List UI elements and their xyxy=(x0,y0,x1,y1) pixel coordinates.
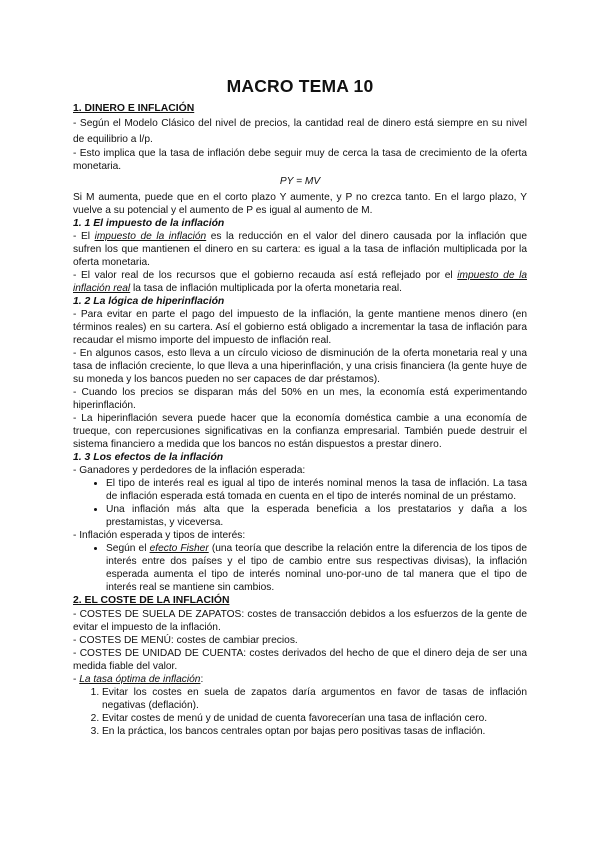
text: Según el xyxy=(106,543,150,554)
text: : xyxy=(200,674,204,685)
list-item xyxy=(106,542,527,594)
list-item: • Una inflación más alta que la esperada beneficia a los prestatarios y daña a los prestamistas, y viceversa. xyxy=(106,503,527,529)
paragraph: - Inflación esperada y tipos de interés: xyxy=(73,530,246,541)
text: es la reducción en el valor del dinero causada por la inflación que sufren los que mantienen el dinero en su cartera: es igual a la tasa de inflación multiplicada por la oferta monetaria. xyxy=(73,231,527,268)
numbered-list xyxy=(73,686,527,738)
bullet-list xyxy=(73,477,527,529)
paragraph: - Esto implica que la tasa de inflación debe seguir muy de cerca la tasa de crecimiento de la oferta monetaria. xyxy=(73,148,527,172)
paragraph xyxy=(73,269,527,295)
document-title: MACRO TEMA 10 xyxy=(226,76,374,96)
term-impuesto-inflacion-real: impuesto de la inflación real xyxy=(73,270,527,294)
section-2-heading: 2. EL COSTE DE LA INFLACIÓN xyxy=(73,595,230,606)
subsection-1-3-heading: 1. 3 Los efectos de la inflación xyxy=(73,452,224,463)
list-item: • El tipo de interés real es igual al tipo de interés nominal menos la tasa de inflación. La tasa de inflación esperada está tomada en cuenta en el tipo de interés nominal de un préstamo. xyxy=(106,477,527,503)
paragraph: - La hiperinflación severa puede hacer que la economía doméstica cambie a una economía de trueque, con repercusiones significativas en la confianza empresarial. También puede destruir el sistema financiero a medida que los bancos no están dispuestos a prestar dinero. xyxy=(73,413,527,450)
paragraph: - Cuando los precios se disparan más del 50% en un mes, la economía está experimentando hiperinflación. xyxy=(73,387,527,411)
text: - xyxy=(73,674,80,685)
term-impuesto-inflacion: impuesto de la inflación xyxy=(94,231,207,242)
term-efecto-fisher: efecto Fisher xyxy=(149,543,209,554)
subsection-1-2-heading: 1. 2 La lógica de hiperinflación xyxy=(73,296,225,307)
paragraph: - COSTES DE UNIDAD DE CUENTA: costes derivados del hecho de que el dinero deja de ser una medida fiable del valor. xyxy=(73,648,527,672)
list-item: 2. Evitar costes de menú y de unidad de cuenta favorecerían una tasa de inflación cero. xyxy=(102,712,527,725)
text: la tasa de inflación multiplicada por la oferta monetaria real. xyxy=(130,283,403,294)
paragraph: Si M aumenta, puede que en el corto plazo Y aumente, y P no crezca tanto. En el largo plazo, Y vuelve a su potencial y el aumento de P es igual al aumento de M. xyxy=(73,192,527,216)
bullet-list xyxy=(73,542,527,594)
equation: PY = MV xyxy=(279,176,321,187)
paragraph xyxy=(73,673,527,686)
paragraph: - COSTES DE MENÚ: costes de cambiar precios. xyxy=(73,635,298,646)
subsection-1-1-heading: 1. 1 El impuesto de la inflación xyxy=(73,218,225,229)
paragraph: - COSTES DE SUELA DE ZAPATOS: costes de transacción debidos a los esfuerzos de la gente de evitar el impuesto de la inflación. xyxy=(73,609,527,633)
term-tasa-optima: La tasa óptima de inflación xyxy=(79,674,201,685)
paragraph: - Para evitar en parte el pago del impuesto de la inflación, la gente mantiene menos dinero (en términos reales) en su cartera. Así el gobierno está obligado a incrementar la tasa de inflación para recaudar el mismo importe del impuesto de inflación real. xyxy=(73,309,527,346)
paragraph: - Según el Modelo Clásico del nivel de precios, la cantidad real de dinero está siempre en su nivel de equilibrio a l/p. xyxy=(73,118,527,145)
section-1-heading: 1. DINERO E INFLACIÓN xyxy=(73,103,195,114)
paragraph: - En algunos casos, esto lleva a un círculo vicioso de disminución de la oferta monetaria real y una tasa de inflación creciente, lo que lleva a una hiperinflación, y una crisis financiera (la gente huye de su moneda y los bancos pueden no ser capaces de dar préstamos). xyxy=(73,348,527,385)
list-item: 1. Evitar los costes en suela de zapatos daría argumentos en favor de tasas de inflación negativas (deflación). xyxy=(102,686,527,712)
text: - El valor real de los recursos que el gobierno recauda así está reflejado por el xyxy=(73,270,458,281)
text: - El xyxy=(73,231,95,242)
text: (una teoría que describe la relación entre la diferencia de los tipos de interés entre dos países y el tipo de cambio entre sus respectivas divisas), la inflación esperada aumenta el tipo de interés nominal uno-por-uno de tal manera que el tipo de interés real se mantiene sin cambios. xyxy=(106,543,527,593)
list-item: 3. En la práctica, los bancos centrales optan por bajas pero positivas tasas de inflación. xyxy=(102,725,527,738)
paragraph: - Ganadores y perdedores de la inflación esperada: xyxy=(73,465,306,476)
paragraph xyxy=(73,230,527,269)
